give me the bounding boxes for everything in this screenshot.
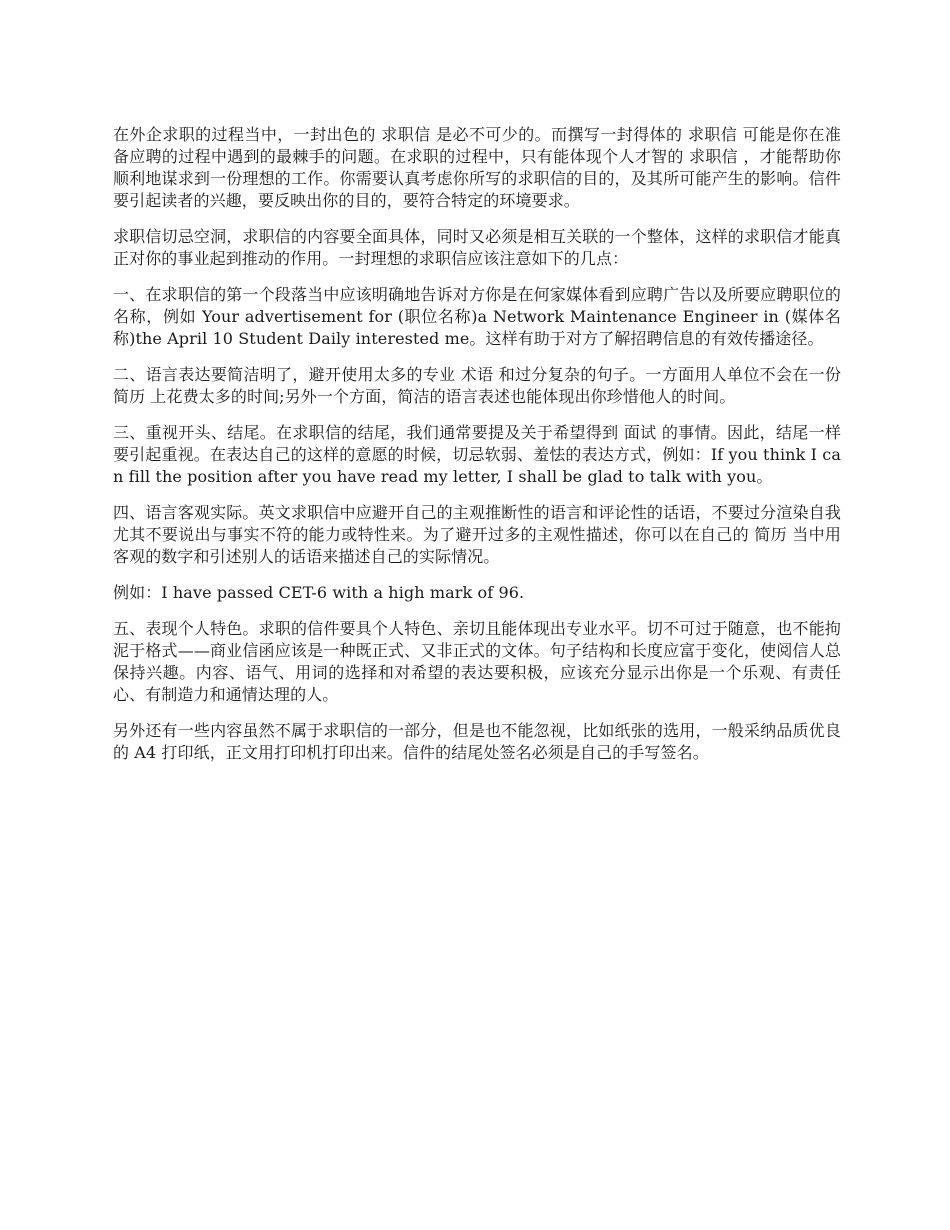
document-body [113, 124, 841, 778]
paragraph-point-3: 三、重视开头、结尾。在求职信的结尾，我们通常要提及关于希望得到 面试 的事情。因此，结尾一样要引起重视。在表达自己的这样的意愿的时候，切忌软弱、羞怯的表达方式，例如：If you think I can fill the position after you have read my letter, I shall be glad to talk with you。 [113, 423, 841, 486]
paragraph-intro: 在外企求职的过程当中，一封出色的 求职信 是必不可少的。而撰写一封得体的 求职信 可能是你在准备应聘的过程中遇到的最棘手的问题。在求职的过程中，只有能体现个人才智的 求职信 ，才能帮助你顺利地谋求到一份理想的工作。你需要认真考虑你所写的求职信的目的，及其所可能产生的影响。信件要引起读者的兴趣，要反映出你的目的，要符合特定的环境要求。 [113, 125, 841, 210]
paragraph-point-4: 四、语言客观实际。英文求职信中应避开自己的主观推断性的语言和评论性的话语，不要过分渲染自我尤其不要说出与事实不符的能力或特性来。为了避开过多的主观性描述，你可以在自己的 简历 当中用客观的数字和引述别人的话语来描述自己的实际情况。 [113, 503, 841, 566]
paragraph-point-2: 二、语言表达要简洁明了，避开使用太多的专业 术语 和过分复杂的句子。一方面用人单位不会在一份 简历 上花费太多的时间;另外一个方面，简洁的语言表述也能体现出你珍惜他人的时间。 [113, 365, 841, 406]
paragraph-overview: 求职信切忌空洞，求职信的内容要全面具体，同时又必须是相互关联的一个整体，这样的求职信才能真正对你的事业起到推动的作用。一封理想的求职信应该注意如下的几点： [113, 227, 841, 268]
paragraph-example: 例如：I have passed CET-6 with a high mark of 96. [113, 583, 525, 602]
paragraph-closing: 另外还有一些内容虽然不属于求职信的一部分，但是也不能忽视，比如纸张的选用，一般采纳品质优良的 A4 打印纸，正文用打印机打印出来。信件的结尾处签名必须是自己的手写签名。 [113, 721, 841, 762]
paragraph-point-5: 五、表现个人特色。求职的信件要具个人特色、亲切且能体现出专业水平。切不可过于随意，也不能拘泥于格式——商业信函应该是一种既正式、又非正式的文体。句子结构和长度应富于变化，使阅信人总保持兴趣。内容、语气、用词的选择和对希望的表达要积极，应该充分显示出你是一个乐观、有责任心、有制造力和通情达理的人。 [113, 619, 841, 704]
paragraph-point-1: 一、在求职信的第一个段落当中应该明确地告诉对方你是在何家媒体看到应聘广告以及所要应聘职位的名称，例如 Your advertisement for (职位名称)a Network Maintenance Engineer in (媒体名称)the April 10 Student Daily interested me。这样有助于对方了解招聘信息的有效传播途径。 [113, 285, 841, 348]
